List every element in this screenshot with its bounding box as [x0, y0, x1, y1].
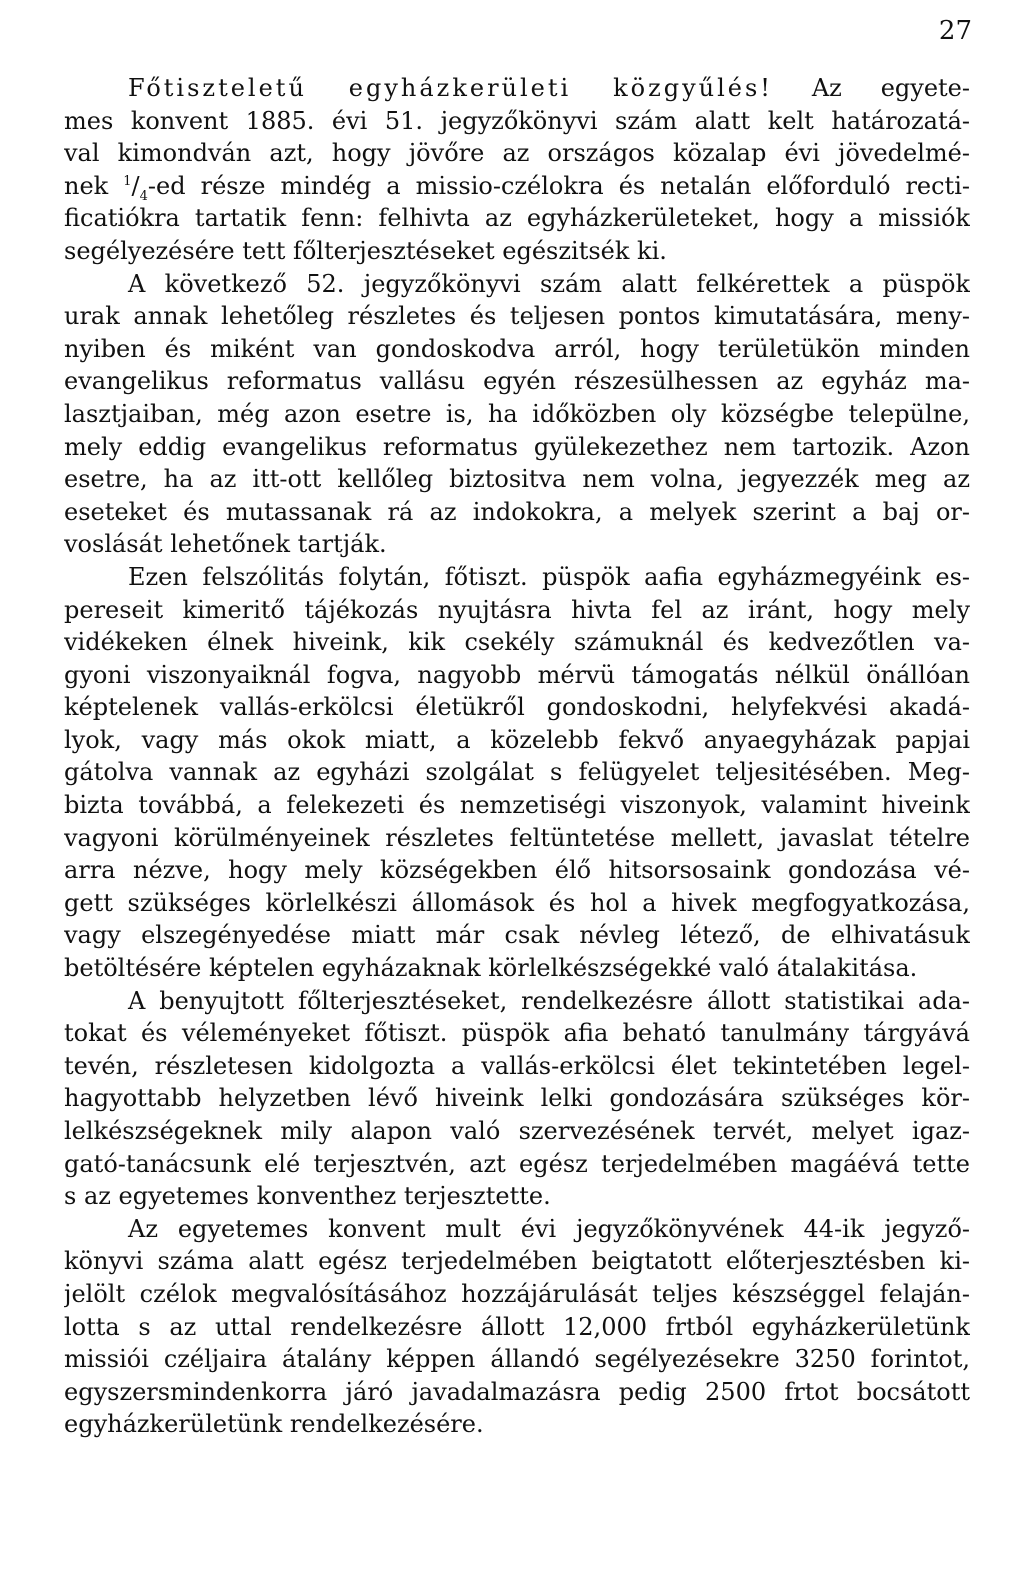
text-line: eseteket és mutassanak rá az indokokra, a melyek szerint a baj or- [64, 497, 970, 526]
text-line: vagy elszegényedése miatt már csak névleg létező, de elhivatásuk [64, 921, 970, 950]
text-line: lelkészségeknek mily alapon való szervezésének tervét, melyet igaz- [64, 1117, 970, 1145]
text-line: tokat és véleményeket főtiszt. püspök afia beható tanulmány tárgyává [64, 1019, 970, 1048]
text-line: A benyujtott főlterjesztéseket, rendelkezésre állott statistikai ada- [128, 986, 970, 1015]
text-line: gátolva vannak az egyházi szolgálat s felügyelet teljesitésében. Meg- [64, 758, 970, 787]
text-line: ficatiókra tartatik fenn: felhivta az egyházkerületeket, hogy a missiók [64, 204, 970, 233]
text-line: lyok, vagy más okok miatt, a közelebb fekvő anyaegyházak papjai [64, 725, 970, 754]
text-line: bizta továbbá, a felekezeti és nemzetiségi viszonyok, valamint hiveink [64, 791, 970, 820]
text-line: Az egyetemes konvent mult évi jegyzőkönyvének 44-ik jegyző- [128, 1214, 970, 1243]
text-line: segélyezésére tett főlterjesztéseket egészitsék ki. [64, 236, 667, 265]
text-line: könyvi száma alatt egész terjedelmében beigtatott előterjesztésben ki- [64, 1247, 970, 1276]
text-line: hagyottabb helyzetben lévő hiveink lelki gondozására szükséges kör- [64, 1084, 970, 1113]
text-line: gett szükséges körlelkészi állomások és hol a hivek megfogyatkozása, [64, 888, 970, 917]
text-line: egyszersmindenkorra járó javadalmazásra pedig 2500 frtot bocsátott [64, 1377, 970, 1406]
text-line: mes konvent 1885. évi 51. jegyzőkönyvi szám alatt kelt határozatá- [64, 106, 970, 135]
paragraph [64, 72, 970, 268]
text-line: esetre, ha az itt-ott kellőleg biztositva nem volna, jegyezzék meg az [64, 465, 970, 494]
text-line: vidékeken élnek hiveink, kik csekély számuknál és kedvezőtlen va- [64, 628, 970, 657]
line-fragment: nek [64, 171, 124, 200]
page-number: 27 [938, 16, 972, 46]
line-fragment: 1 [123, 173, 132, 189]
paragraph [64, 985, 970, 1213]
line-fragment: / [131, 171, 140, 200]
text-line: pereseit kimeritő tájékozás nyujtásra hivta fel az iránt, hogy mely [64, 595, 970, 624]
text-line: arra nézve, hogy mely községekben élő hitsorsosaink gondozása vé- [64, 856, 970, 885]
text-line: gyoni viszonyaiknál fogva, nagyobb mérvü támogatás nélkül önállóan [64, 660, 970, 689]
line-fragment: 4 [139, 188, 148, 203]
text-line: urak annak lehetőleg részletes és teljesen pontos kimutatására, meny- [64, 302, 970, 331]
line-fragment: Az egyete- [772, 74, 970, 102]
line-fragment: -ed része mindég a missio-czélokra és netalán előforduló recti- [147, 171, 970, 200]
paragraph [64, 561, 970, 985]
text-line: vagyoni körülményeinek részletes feltüntetése mellett, javaslat tételre [64, 823, 970, 852]
text-line: nyiben és miként van gondoskodva arról, hogy területükön minden [64, 334, 970, 363]
text-line: A következő 52. jegyzőkönyvi szám alatt felkérettek a püspök [128, 269, 970, 298]
text-line: evangelikus reformatus vallásu egyén részesülhessen az egyház ma- [64, 367, 970, 396]
address-heading: Főtiszteletű egyházkerületi közgyűlés! [128, 74, 773, 102]
text-line: Ezen felszólitás folytán, főtiszt. püspök aafia egyházmegyéink es- [128, 562, 970, 591]
page-body [64, 72, 970, 1441]
text-line [64, 72, 970, 105]
text-line [64, 170, 970, 203]
text-line: mely eddig evangelikus reformatus gyülekezethez nem tartozik. Azon [64, 432, 970, 461]
text-line: s az egyetemes konventhez terjesztette. [64, 1182, 551, 1211]
text-line: lasztjaiban, még azon esetre is, ha időközben oly községbe települne, [64, 399, 970, 428]
text-line: tevén, részletesen kidolgozta a vallás-erkölcsi élet tekintetében legel- [64, 1051, 970, 1080]
text-line: val kimondván azt, hogy jövőre az országos közalap évi jövedelmé- [64, 139, 970, 168]
text-line: missiói czéljaira átalány képpen állandó segélyezésekre 3250 forintot, [64, 1345, 970, 1374]
text-line: voslását lehetőnek tartják. [64, 530, 387, 559]
text-line: egyházkerületünk rendelkezésére. [64, 1410, 484, 1439]
text-line: betöltésére képtelen egyházaknak körlelkészségekké való átalakitása. [64, 954, 918, 983]
text-line: jelölt czélok megvalósításához hozzájárulását teljes készséggel felaján- [64, 1279, 970, 1308]
text-line: lotta s az uttal rendelkezésre állott 12,000 frtból egyházkerületünk [64, 1312, 970, 1341]
paragraph [64, 1213, 970, 1441]
text-line: gató-tanácsunk elé terjesztvén, azt egész terjedelmében magáévá tette [64, 1149, 970, 1178]
paragraph [64, 268, 970, 561]
text-line: képtelenek vallás-erkölcsi életükről gondoskodni, helyfekvési akadá- [64, 693, 970, 722]
